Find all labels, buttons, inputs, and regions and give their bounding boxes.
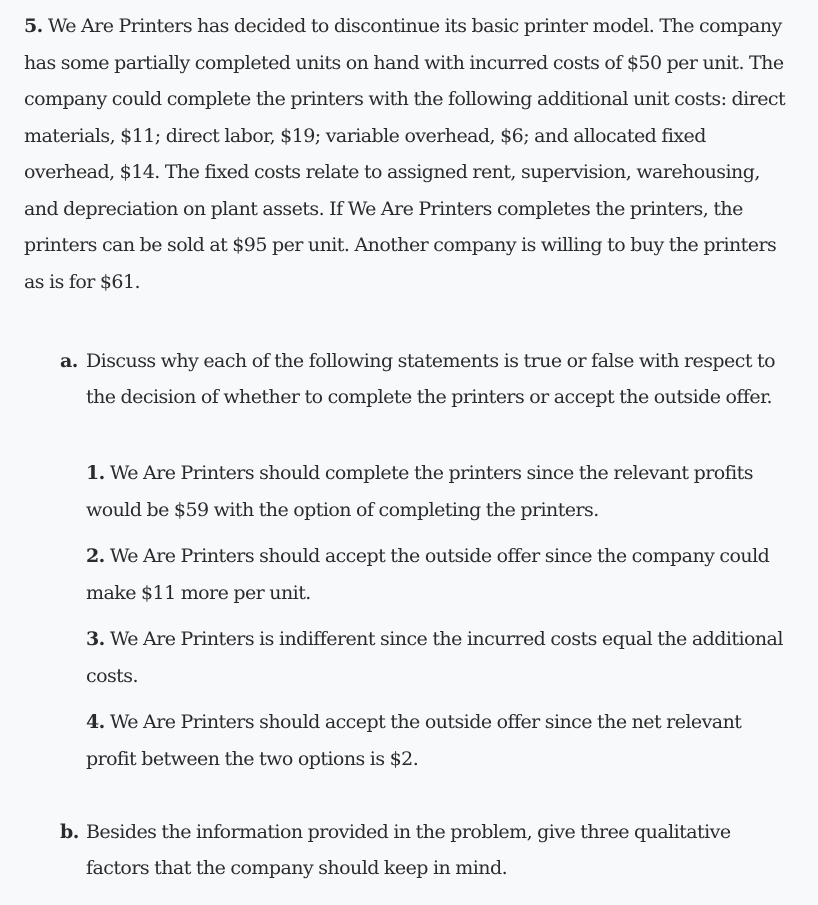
problem-number: 5.: [24, 15, 43, 37]
statement-number: 2.: [86, 545, 105, 567]
statement-text: We Are Printers is indifferent since the incurred costs equal the additional costs.: [86, 628, 783, 687]
statement-item: [86, 538, 794, 611]
statement-text: We Are Printers should complete the printers since the relevant profits would be $59 with the option of completing the printers.: [86, 462, 753, 521]
part-b: [60, 814, 794, 886]
statement-number: 4.: [86, 711, 105, 733]
statement-list: [86, 455, 794, 777]
part-b-letter: b.: [60, 821, 79, 843]
statement-number: 1.: [86, 462, 105, 484]
statement-item: [86, 704, 794, 777]
problem-text: We Are Printers has decided to discontinue its basic printer model. The company has some partially completed units on hand with incurred costs of $50 per unit. The company could complete the printers with the following additional unit costs: direct materials, $11; direct labor, $19; variable overhead, $6; and allocated fixed overhead, $14. The fixed costs relate to assigned rent, supervision, warehousing, and depreciation on plant assets. If We Are Printers completes the printers, the printers can be sold at $95 per unit. Another company is willing to buy the printers as is for $61.: [24, 15, 786, 293]
part-b-text: Besides the information provided in the problem, give three qualitative factors that the company should keep in mind.: [86, 821, 731, 879]
statement-item: [86, 621, 794, 694]
statement-item: [86, 455, 794, 528]
part-a-letter: a.: [60, 350, 78, 372]
part-a: [60, 343, 794, 777]
statement-text: We Are Printers should accept the outside offer since the company could make $11 more per unit.: [86, 545, 770, 604]
problem-statement: [24, 8, 794, 300]
part-a-text: Discuss why each of the following statements is true or false with respect to the decision of whether to complete the printers or accept the outside offer.: [86, 350, 775, 408]
statement-text: We Are Printers should accept the outside offer since the net relevant profit between the two options is $2.: [86, 711, 742, 770]
statement-number: 3.: [86, 628, 105, 650]
